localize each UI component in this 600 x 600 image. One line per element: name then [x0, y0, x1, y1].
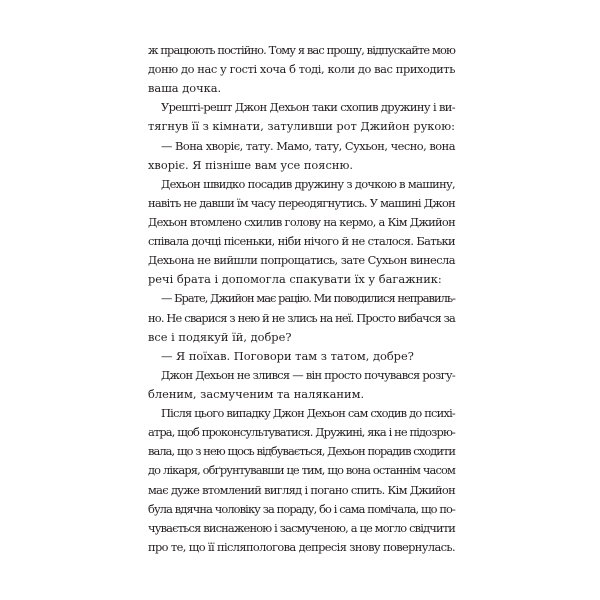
text-line: — Вона хворіє, тату. Мамо, тату, Сухьон, чесно, вона — [161, 138, 455, 153]
text-line: речі брата і допомогла спакувати їх у багажник: — [148, 272, 442, 287]
text-line: Дехьон швидко посадив дружину з дочкою в машину, — [161, 176, 455, 191]
text-line: чувається виснаженою і засмученою, а це могло свідчити — [148, 520, 455, 535]
text-line: тягнув її з кімнати, затуливши рот Джийон рукою: — [148, 119, 455, 134]
text-line: все і подякуй їй, добре? — [148, 329, 292, 344]
text-line: Після цього випадку Джон Дехьон сам сходив до психі- — [161, 406, 455, 421]
text-line: хворіє. Я пізніше вам усе поясню. — [148, 157, 353, 172]
text-line: Джон Дехьон не злився — він просто почувався розгу- — [161, 367, 455, 382]
text-line: ваша дочка. — [148, 81, 222, 96]
text-line: но. Не сварися з нею й не злись на неї. Просто вибачся за — [148, 310, 455, 325]
text-line: Урешті-решт Джон Дехьон таки схопив дружину і ви- — [161, 100, 455, 115]
text-line: Дехьон втомлено схилив голову на кермо, а Кім Джийон — [148, 214, 455, 229]
text-line: доню до нас у гості хоча б тоді, коли до вас приходить — [148, 62, 455, 77]
text-line: — Я поїхав. Поговори там з татом, добре? — [161, 348, 414, 363]
text-line: до лікаря, обґрунтувавши це тим, що вона останнім часом — [148, 463, 455, 478]
text-line: про те, що її післяпологова депресія знову повернулась. — [148, 539, 455, 554]
text-line: була вдячна чоловіку за пораду, бо і сама помічала, що по- — [148, 501, 455, 516]
text-line: — Брате, Джийон має рацію. Ми поводилися неправиль- — [161, 291, 455, 306]
text-line: вала, що з нею щось відбувається, Дехьон порадив сходити — [148, 444, 455, 459]
text-line: ж працюють постійно. Тому я вас прошу, відпускайте мою — [148, 43, 456, 57]
text-line: навіть не давши їм часу переодягнутись. У машині Джон — [148, 195, 455, 210]
text-line: атра, щоб проконсультуватися. Дружині, яка і не підозрю- — [148, 425, 455, 440]
text-line: Дехьона не вийшли попрощатись, зате Сухьон винесла — [148, 253, 455, 268]
text-line: співала дочці пісеньки, ніби нічого й не сталося. Батьки — [148, 234, 455, 249]
text-line: має дуже втомлений вигляд і погано спить. Кім Джийон — [148, 482, 456, 497]
text-line: бленим, засмученим та наляканим. — [148, 386, 365, 401]
page-body-text — [148, 41, 455, 557]
